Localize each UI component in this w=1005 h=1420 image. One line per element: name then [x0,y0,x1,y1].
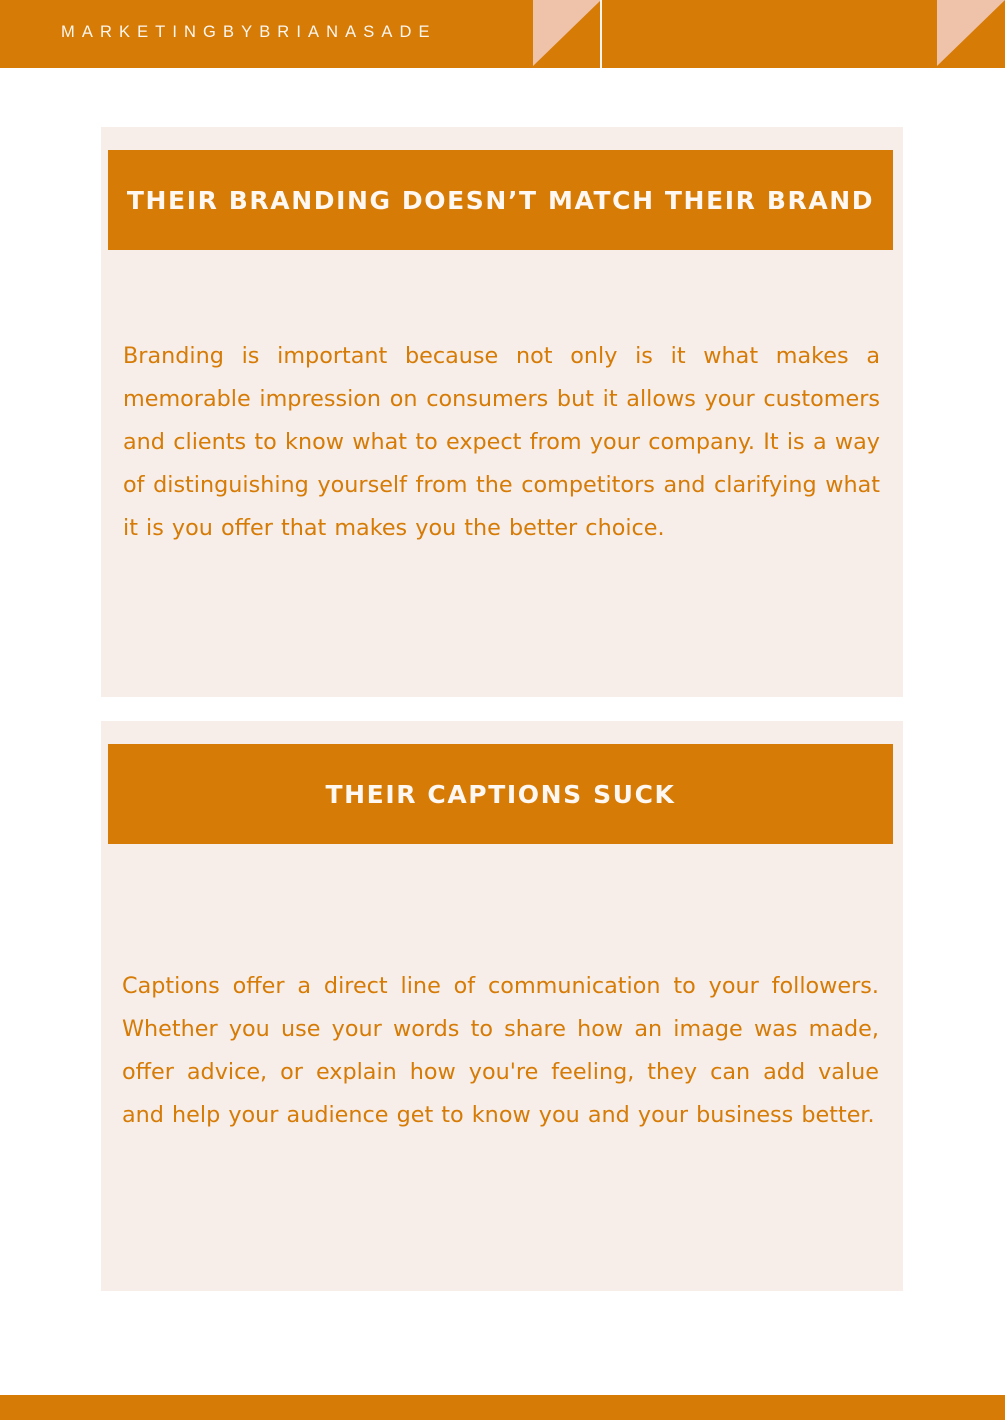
captions-title-bar [108,744,893,844]
branding-section [101,127,903,697]
captions-body: Captions offer a direct line of communication to your followers. Whether you use your words to share how an image was made, offer advice, or explain how you're feeling, they can add value and help your audience get to know you and your business better. [122,973,879,1128]
branding-title: THEIR BRANDING DOESN’T MATCH THEIR BRAND [126,185,875,215]
branding-body: Branding is important because not only is it what makes a memorable impression on consumers but it allows your customers and clients to know what to expect from your company. It is a way of distinguishing yourself from the competitors and clarifying what it is you offer that makes you the better choice. [123,343,880,541]
captions-section [101,721,903,1291]
captions-title: THEIR CAPTIONS SUCK [325,779,676,809]
footer-bar [0,1395,1005,1420]
header-divider [600,0,602,68]
decorative-triangle-left [533,0,601,66]
branding-title-bar [108,150,893,250]
decorative-triangle-right [937,0,1005,66]
page-header [0,0,1005,68]
brand-name: MARKETINGBYBRIANASADE [61,23,437,41]
